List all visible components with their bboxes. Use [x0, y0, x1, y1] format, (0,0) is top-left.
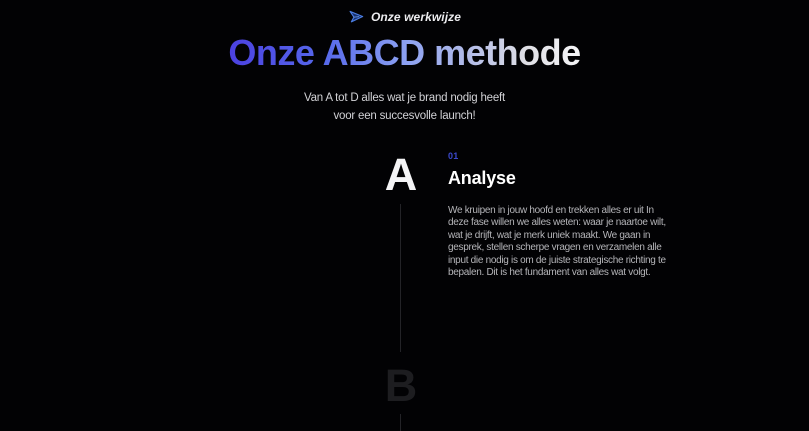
step-description: We kruipen in jouw hoofd en trekken alles er uit In deze fase willen we alles weten: waar je naartoe wilt, wat je drijft, wat je merk uniek maakt. We gaan in gesprek, stellen scherpe vragen en verzamelen alle input die nodig is om de juiste strategische richting te bepalen. Dit is het fundament van alles wat volgt. — [448, 205, 666, 279]
subtitle-line-1: Van A tot D alles wat je brand nodig heeft — [303, 92, 506, 104]
step-title: Analyse — [448, 168, 516, 188]
timeline-letter-a: A — [384, 149, 418, 200]
timeline-line-segment — [400, 204, 401, 352]
page-title: Onze ABCD methode — [0, 32, 809, 74]
section-badge-label: Onze werkwijze — [370, 9, 462, 24]
section-badge — [0, 8, 809, 25]
send-arrow-icon — [348, 8, 365, 25]
step-number: 01 — [448, 151, 459, 161]
subtitle-line-2: voor een succesvolle launch! — [333, 110, 476, 122]
timeline-step-analyse — [448, 151, 669, 279]
page-subtitle — [0, 89, 809, 125]
timeline-letter-b: B — [384, 360, 418, 411]
timeline-line-segment — [400, 414, 401, 431]
